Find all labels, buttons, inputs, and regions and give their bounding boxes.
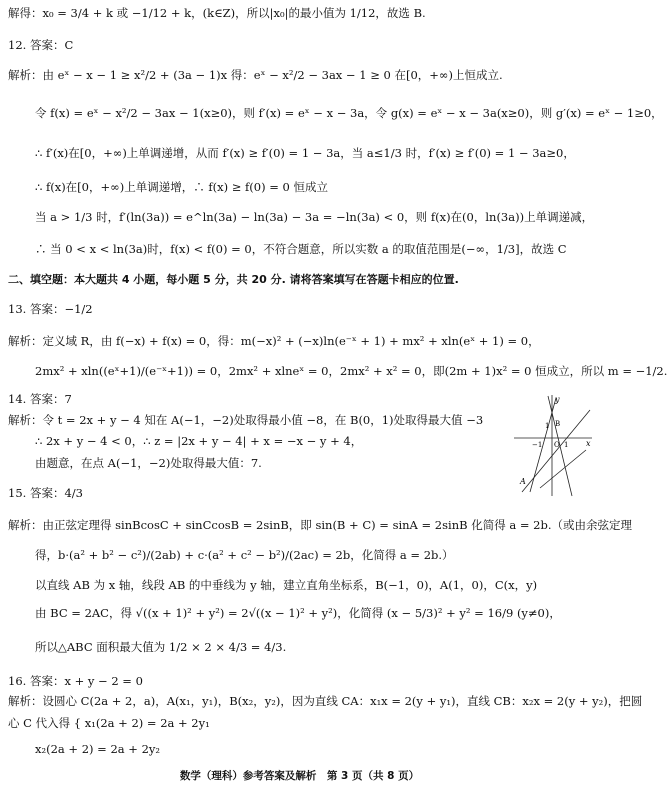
text-line-l02: 12. 答案：C	[8, 38, 74, 52]
x-axis-label: x	[586, 439, 591, 448]
text-line-l06: ∴ f(x)在[0，+∞)上单调递增，∴ f(x) ≥ f(0) = 0 恒成立	[35, 180, 328, 194]
text-line-l20: 以直线 AB 为 x 轴，线段 AB 的中垂线为 y 轴，建立直角坐标系，B(−1，0)，A(1，0)，C(x，y)	[35, 578, 538, 592]
text-line-l08: ∴ 当 0 < x < ln(3a)时，f(x) < f(0) = 0，不符合题意，所以实数 a 的取值范围是(−∞，1/3]，故选 C	[35, 242, 567, 256]
text-line-l23: 16. 答案：x + y − 2 = 0	[8, 674, 143, 688]
text-line-l21: 由 BC = 2AC，得 √((x + 1)² + y²) = 2√((x − 1)² + y²)，化简得 (x − 5/3)² + y² = 16/9 (y≠0)，	[35, 606, 561, 620]
text-line-l03: 解析：由 eˣ − x − 1 ≥ x²/2 + (3a − 1)x 得：eˣ − x²/2 − 3ax − 1 ≥ 0 在[0，+∞)上恒成立.	[8, 68, 503, 82]
text-line-l18: 解析：由正弦定理得 sinBcosC + sinCcosB = 2sinB，即 sin(B + C) = sinA = 2sinB 化简得 a = 2b.（或由余弦定理	[8, 518, 633, 532]
text-line-l10: 13. 答案：−1/2	[8, 302, 93, 316]
point-label-b: B	[555, 420, 561, 428]
text-line-l19: 得，b·(a² + b² − c²)/(2ab) + c·(a² + c² − b²)/(2ac) = 2b，化简得 a = 2b.）	[35, 548, 454, 562]
text-line-l04: 令 f(x) = eˣ − x²/2 − 3ax − 1(x≥0)，则 f′(x) = eˣ − x − 3a，令 g(x) = eˣ − x − 3a(x≥0)，则 g′(x) = eˣ − 1≥0，	[35, 106, 663, 120]
text-line-l07: 当 a > 1/3 时，f′(ln(3a)) = e^ln(3a) − ln(3a) − 3a = −ln(3a) < 0，则 f(x)在(0，ln(3a))上单调递减，	[35, 210, 594, 224]
point-label-a: A	[520, 477, 526, 486]
text-line-l17: 15. 答案：4/3	[8, 486, 83, 500]
origin-label: O	[554, 441, 560, 449]
tick-label-x-neg1: −1	[532, 441, 543, 449]
text-line-l25: 心 C 代入得 { x₁(2a + 2) = 2a + 2y₁	[8, 716, 210, 730]
line-3	[540, 450, 586, 488]
text-line-l22: 所以△ABC 面积最大值为 1/2 × 2 × 4/3 = 4/3.	[35, 640, 287, 654]
text-line-l15: ∴ 2x + y − 4 < 0，∴ z = |2x + y − 4| + x = −x − y + 4，	[35, 434, 363, 448]
text-line-l16: 由题意，在点 A(−1，−2)处取得最大值：7.	[35, 456, 262, 470]
page-footer: 数学（理科）参考答案及解析 第 3 页（共 8 页）	[179, 770, 420, 782]
text-line-l14: 解析：令 t = 2x + y − 4 知在 A(−1，−2)处取得最小值 −8，在 B(0，1)处取得最大值 −3	[8, 413, 484, 427]
text-line-l09: 二、填空题：本大题共 4 小题，每小题 5 分，共 20 分. 请将答案填写在答题卡相应的位置.	[8, 273, 459, 286]
text-line-l11: 解析：定义域 R，由 f(−x) + f(x) = 0，得：m(−x)² + (−x)ln(e⁻ˣ + 1) + mx² + xln(eˣ + 1) = 0，	[8, 334, 540, 348]
text-line-l05: ∴ f′(x)在[0，+∞)上单调递增，从而 f′(x) ≥ f′(0) = 1 − 3a，当 a≤1/3 时，f′(x) ≥ f′(0) = 1 − 3a≥0，	[35, 146, 575, 160]
text-line-l12: 2mx² + xln((eˣ+1)/(e⁻ˣ+1)) = 0，2mx² + xlneˣ = 0，2mx² + x² = 0，即(2m + 1)x² = 0 恒成立，所以 m = −1/2.	[35, 364, 667, 378]
text-line-l13: 14. 答案：7	[8, 392, 72, 406]
graph-figure	[512, 392, 594, 500]
tick-label-x1: 1	[564, 441, 569, 449]
tick-label-y1: 1	[545, 422, 550, 430]
text-line-l26: x₂(2a + 2) = 2a + 2y₂	[35, 742, 160, 756]
text-line-l01: 解得：x₀ = 3/4 + k 或 −1/12 + k，(k∈Z)，所以|x₀|的最小值为 1/12，故选 B.	[8, 6, 426, 20]
text-line-l24: 解析：设圆心 C(2a + 2，a)，A(x₁，y₁)，B(x₂，y₂)，因为直线 CA：x₁x = 2(y + y₁)，直线 CB：x₂x = 2(y + y₂)，把圆	[8, 694, 643, 708]
y-axis-label: y	[555, 395, 560, 404]
